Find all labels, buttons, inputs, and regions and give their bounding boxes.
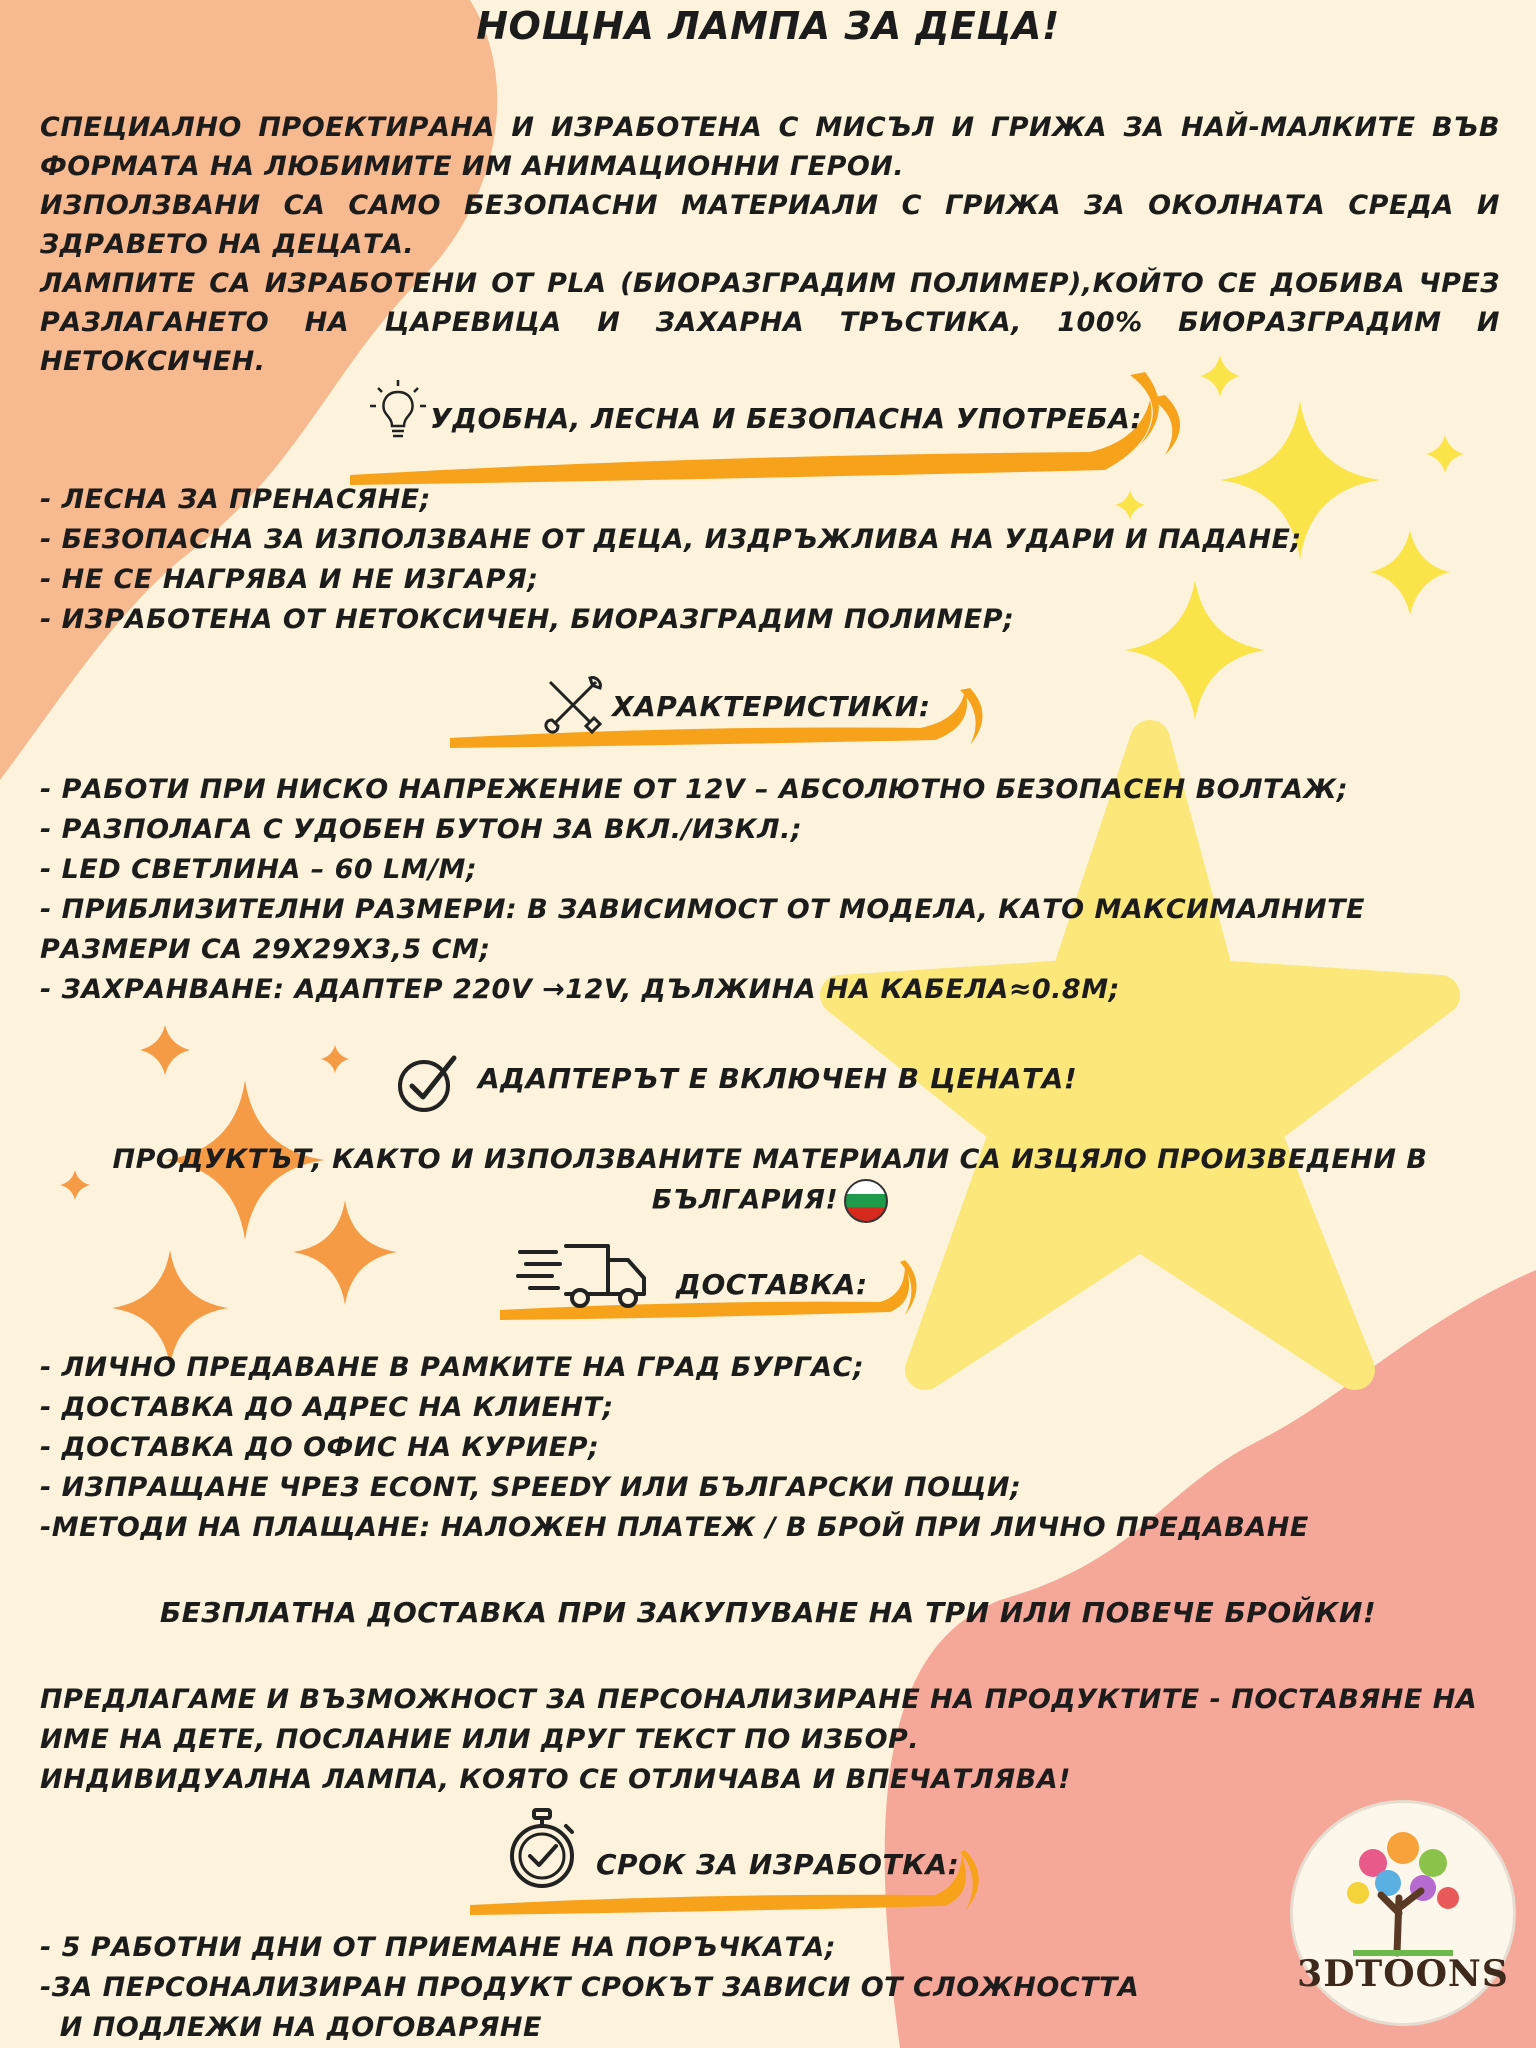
free-delivery-note: БЕЗПЛАТНА ДОСТАВКА ПРИ ЗАКУПУВАНЕ НА ТРИ ИЛИ ПОВЕЧЕ БРОЙКИ! [159,1596,1377,1629]
origin-line-2 [40,1179,1500,1223]
list-item: - LED СВЕТЛИНА – 60 LM/M; [40,854,478,885]
logo-text: 3DTOONS [1297,1953,1509,1995]
origin-line: ПРОДУКТЪТ, КАКТО И ИЗПОЛЗВАНИТЕ МАТЕРИАЛИ СА ИЗЦЯЛО ПРОИЗВЕДЕНИ В [112,1144,1428,1175]
brand-logo [1290,1800,1516,2026]
stopwatch-icon [506,1808,578,1890]
intro-paragraph: ИЗПОЛЗВАНИ СА САМО БЕЗОПАСНИ МАТЕРИАЛИ С ГРИЖА ЗА ОКОЛНАТА СРЕДА И ЗДРАВЕТО НА ДЕЦАТА. [40,190,1500,260]
list-item: - БЕЗОПАСНА ЗА ИЗПОЛЗВАНЕ ОТ ДЕЦА, ИЗДРЪЖЛИВА НА УДАРИ И ПАДАНЕ; [40,524,1302,555]
personalization-line: ИНДИВИДУАЛНА ЛАМПА, КОЯТО СЕ ОТЛИЧАВА И ВПЕЧАТЛЯВА! [40,1764,1071,1795]
list-item: - НЕ СЕ НАГРЯВА И НЕ ИЗГАРЯ; [40,564,539,595]
sparkle-orange-small2 [321,1045,349,1073]
list-item: РАЗМЕРИ СА 29Х29Х3,5 СМ; [40,934,491,965]
intro-paragraph: ЛАМПИТЕ СА ИЗРАБОТЕНИ ОТ PLA (БИОРАЗГРАДИМ ПОЛИМЕР),КОЙТО СЕ ДОБИВА ЧРЕЗ РАЗЛАГАНЕТО НА ЦАРЕВИЦА И ЗАХАРНА ТРЪСТИКА, 100% БИОРАЗГРАДИМ И НЕТОКСИЧЕН. [40,268,1500,377]
list-item: И ПОДЛЕЖИ НА ДОГОВАРЯНЕ [40,2012,542,2043]
lightbulb-icon [368,378,428,442]
intro-paragraph: СПЕЦИАЛНО ПРОЕКТИРАНА И ИЗРАБОТЕНА С МИСЪЛ И ГРИЖА ЗА НАЙ-МАЛКИТЕ ВЪВ ФОРМАТА НА ЛЮБИМИТЕ ИМ АНИМАЦИОННИ ГЕРОИ. [40,112,1500,182]
origin-text [40,1140,1500,1223]
list-item: - ИЗПРАЩАНЕ ЧРЕЗ ECONT, SPEEDY ИЛИ БЪЛГАРСКИ ПОЩИ; [40,1472,1022,1503]
list-item: - ПРИБЛИЗИТЕЛНИ РАЗМЕРИ: В ЗАВИСИМОСТ ОТ МОДЕЛА, КАТО МАКСИМАЛНИТЕ [40,894,1365,925]
list-item: - ДОСТАВКА ДО АДРЕС НА КЛИЕНТ; [40,1392,614,1423]
checkmark-circle-icon [396,1052,458,1114]
page-title: НОЩНА ЛАМПА ЗА ДЕЦА! [476,4,1060,48]
list-item: - 5 РАБОТНИ ДНИ ОТ ПРИЕМАНЕ НА ПОРЪЧКАТА; [40,1932,837,1963]
delivery-list [40,1348,1500,1548]
list-item: - ДОСТАВКА ДО ОФИС НА КУРИЕР; [40,1432,600,1463]
usage-list [40,480,1500,640]
sparkle-yellow-small2 [1426,435,1464,473]
specs-list [40,770,1500,1010]
sparkle-orange-small1 [140,1025,190,1075]
origin-country: БЪЛГАРИЯ! [651,1184,839,1216]
list-item: - ЛЕСНА ЗА ПРЕНАСЯНЕ; [40,484,431,515]
list-item: - РАЗПОЛАГА С УДОБЕН БУТОН ЗА ВКЛ./ИЗКЛ.; [40,814,803,845]
adapter-note: АДАПТЕРЪТ Е ВКЛЮЧЕН В ЦЕНАТА! [478,1062,1078,1095]
production-list [40,1928,1500,2048]
production-heading: СРОК ЗА ИЗРАБОТКА: [596,1848,960,1881]
list-item: - РАБОТИ ПРИ НИСКО НАПРЕЖЕНИЕ ОТ 12V – АБСОЛЮТНО БЕЗОПАСЕН ВОЛТАЖ; [40,774,1349,805]
personalization-text [40,1680,1500,1800]
list-item: - ЗАХРАНВАНЕ: АДАПТЕР 220V →12V, ДЪЛЖИНА НА КАБЕЛА≈0.8М; [40,974,1120,1005]
list-item: -МЕТОДИ НА ПЛАЩАНЕ: НАЛОЖЕН ПЛАТЕЖ / В БРОЙ ПРИ ЛИЧНО ПРЕДАВАНЕ [40,1512,1309,1543]
usage-heading: УДОБНА, ЛЕСНА И БЕЗОПАСНА УПОТРЕБА: [430,402,1143,435]
intro-text [40,108,1500,381]
personalization-line: ПРЕДЛАГАМЕ И ВЪЗМОЖНОСТ ЗА ПЕРСОНАЛИЗИРАНЕ НА ПРОДУКТИТЕ - ПОСТАВЯНЕ НА [40,1684,1478,1715]
list-item: -ЗА ПЕРСОНАЛИЗИРАН ПРОДУКТ СРОКЪТ ЗАВИСИ ОТ СЛОЖНОСТТА [40,1972,1140,2003]
list-item: - ЛИЧНО ПРЕДАВАНЕ В РАМКИТЕ НА ГРАД БУРГАС; [40,1352,865,1383]
tools-icon [540,672,606,738]
delivery-heading: ДОСТАВКА: [676,1268,868,1301]
bulgarian-flag-icon [844,1179,888,1223]
delivery-truck-icon [516,1238,650,1310]
personalization-line: ИМЕ НА ДЕТЕ, ПОСЛАНИЕ ИЛИ ДРУГ ТЕКСТ ПО ИЗБОР. [40,1724,920,1755]
specs-heading: ХАРАКТЕРИСТИКИ: [612,690,931,723]
list-item: - ИЗРАБОТЕНА ОТ НЕТОКСИЧЕН, БИОРАЗГРАДИМ ПОЛИМЕР; [40,604,1015,635]
